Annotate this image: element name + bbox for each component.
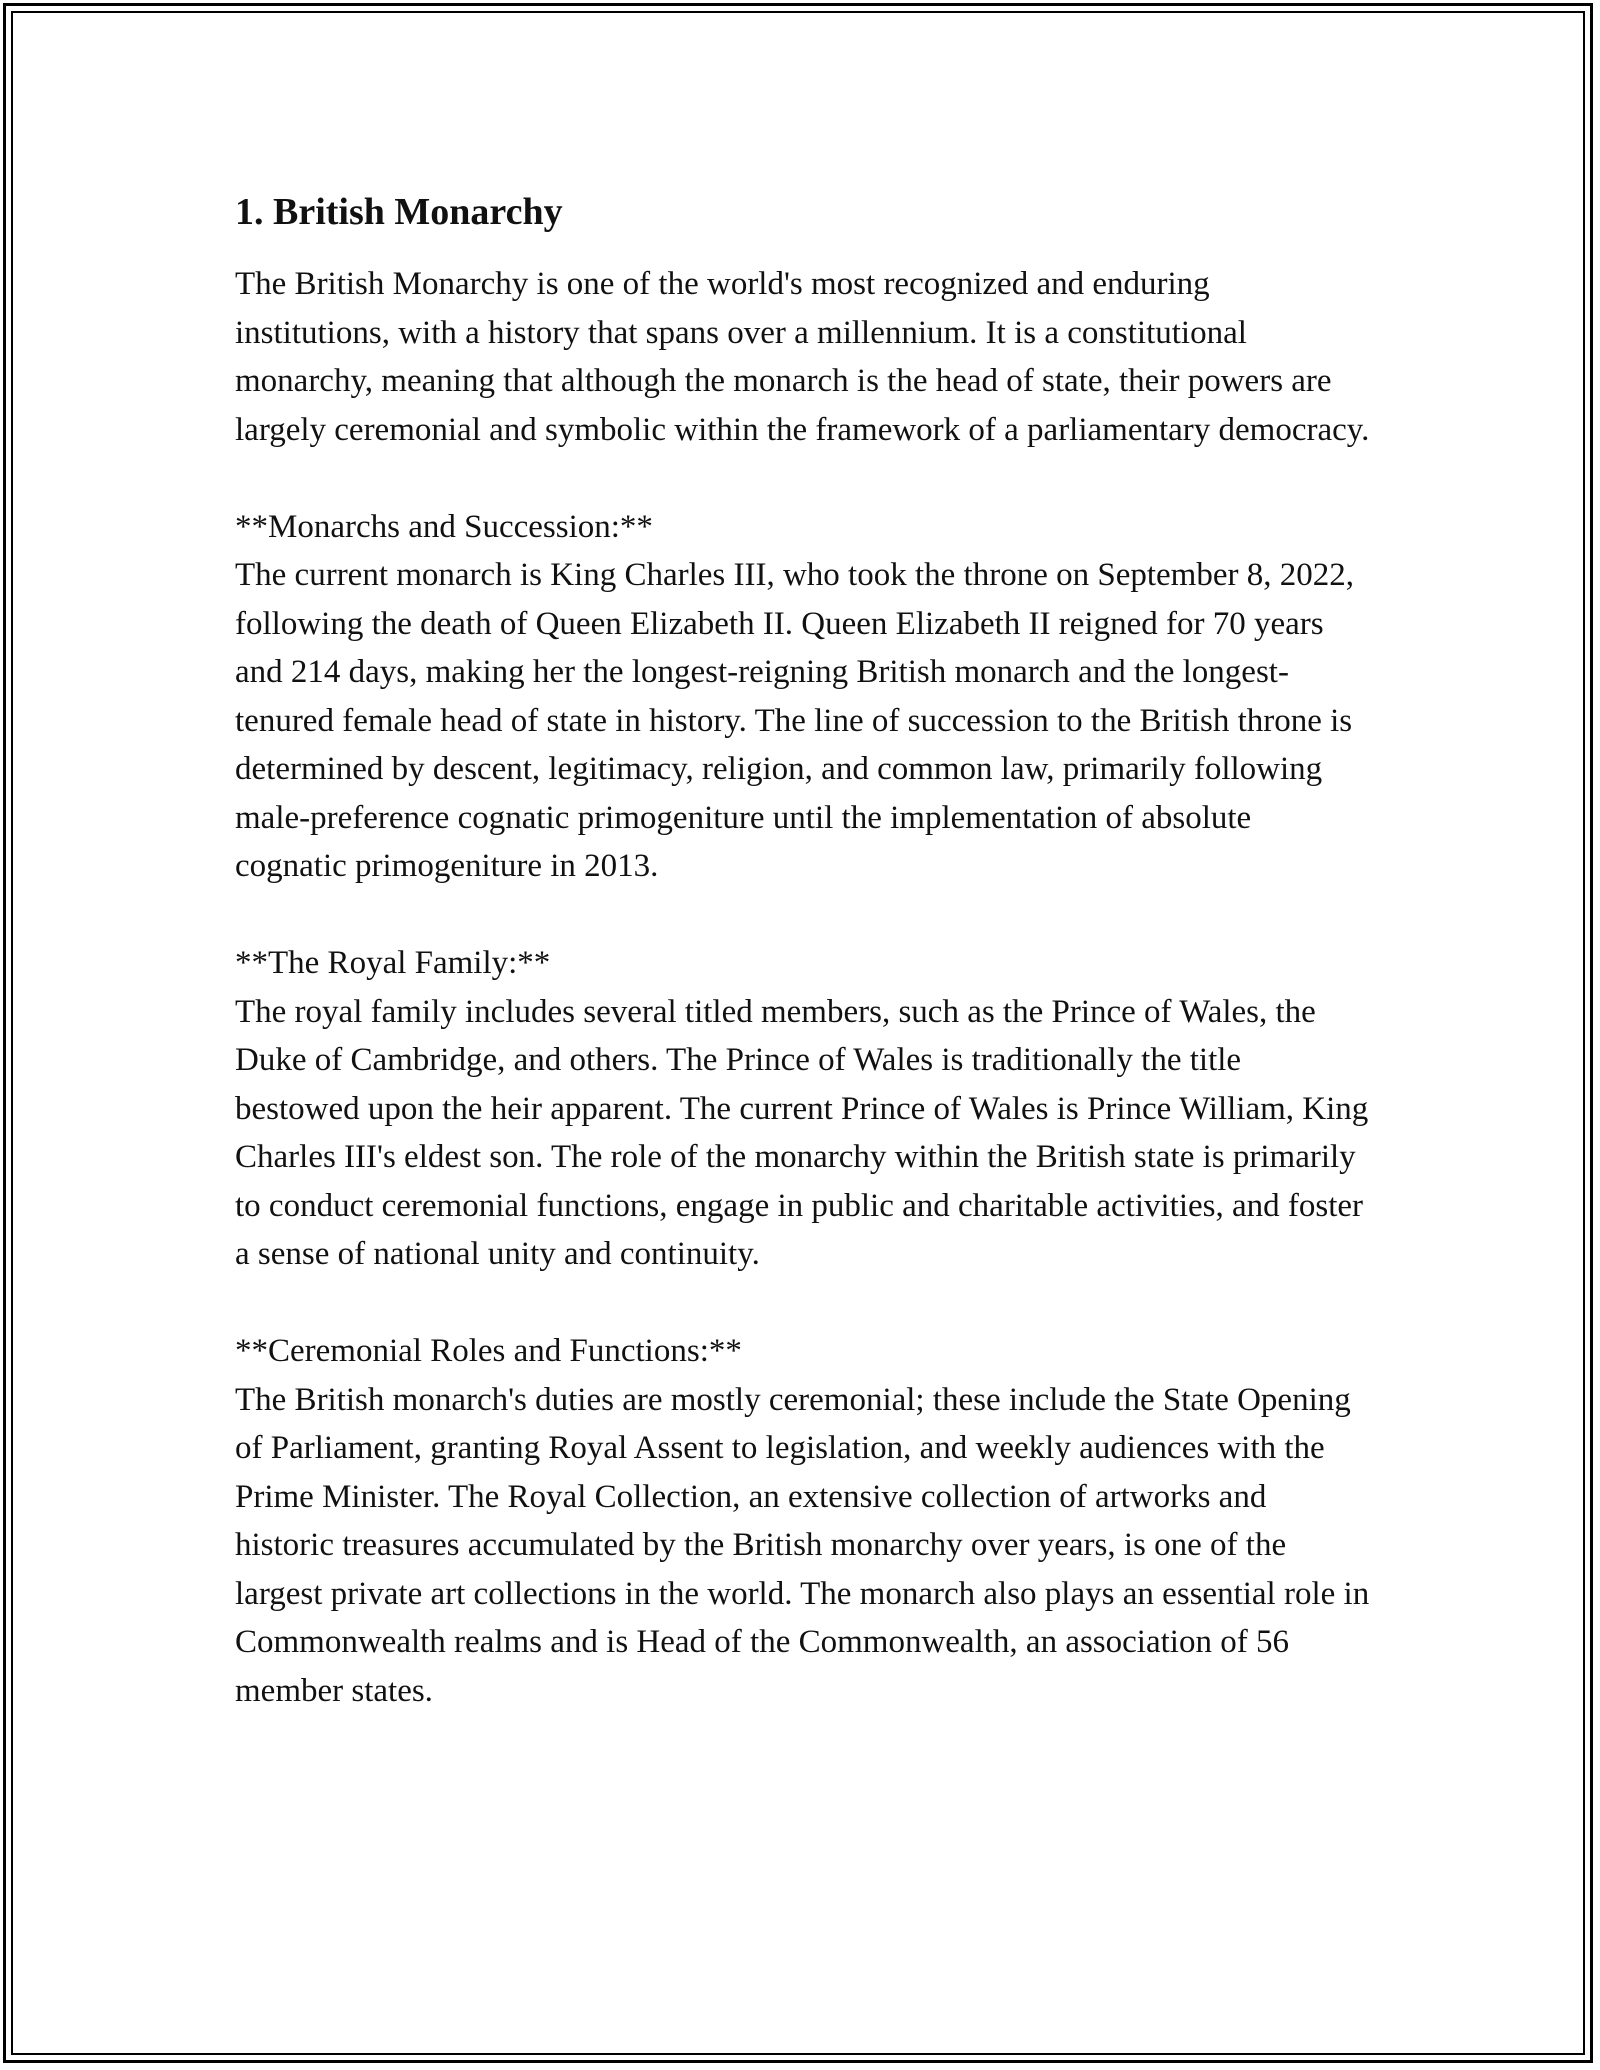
section-heading-ceremonial: **Ceremonial Roles and Functions:** bbox=[235, 1333, 742, 1369]
section-body-royal-family: The royal family includes several titled members, such as the Prince of Wales, the Duke of Cambridge, and others. The Prince of Wales is traditionally the title bestowed upon the heir apparent. The current Prince of Wales is Prince William, King Charles III's eldest son. The role of the monarchy within the British state is primarily to conduct ceremonial functions, engage in public and charitable activities, and foster a sense of national unity and continuity. bbox=[235, 993, 1377, 1272]
paragraph-spacer bbox=[235, 891, 1370, 940]
paragraph-spacer bbox=[235, 1279, 1370, 1328]
paragraph-spacer bbox=[235, 454, 1370, 503]
section-heading-succession: **Monarchs and Succession:** bbox=[235, 508, 653, 545]
document-title: 1. British Monarchy bbox=[235, 191, 563, 233]
section-heading-royal-family: **The Royal Family:** bbox=[235, 945, 551, 981]
section-body-succession: The current monarch is King Charles III, who took the throne on September 8, 2022, following the death of Queen Elizabeth II. Queen Elizabeth II reigned for 70 years and 214 days, making her the longest-reigning British monarch and the longest-tenured female head of state in history. The line of succession to the British throne is determined by descent, legitimacy, religion, and common law, primarily following male-preference cognatic primogeniture until the implementation of absolute cognatic primogeniture in 2013. bbox=[235, 557, 1363, 884]
document-body bbox=[235, 188, 1378, 1715]
section-body-ceremonial: The British monarch's duties are mostly ceremonial; these include the State Opening of Parliament, granting Royal Assent to legislation, and weekly audiences with the Prime Minister. The Royal Collection, an extensive collection of artworks and historic treasures accumulated by the British monarchy over years, is one of the largest private art collections in the world. The monarch also plays an essential role in Commonwealth realms and is Head of the Commonwealth, an association of 56 member states. bbox=[235, 1381, 1378, 1709]
intro-paragraph: The British Monarchy is one of the world's most recognized and enduring institutions, with a history that spans over a millennium. It is a constitutional monarchy, meaning that although the monarch is the head of state, their powers are largely ceremonial and symbolic within the framework of a parliamentary democracy. bbox=[235, 266, 1370, 448]
